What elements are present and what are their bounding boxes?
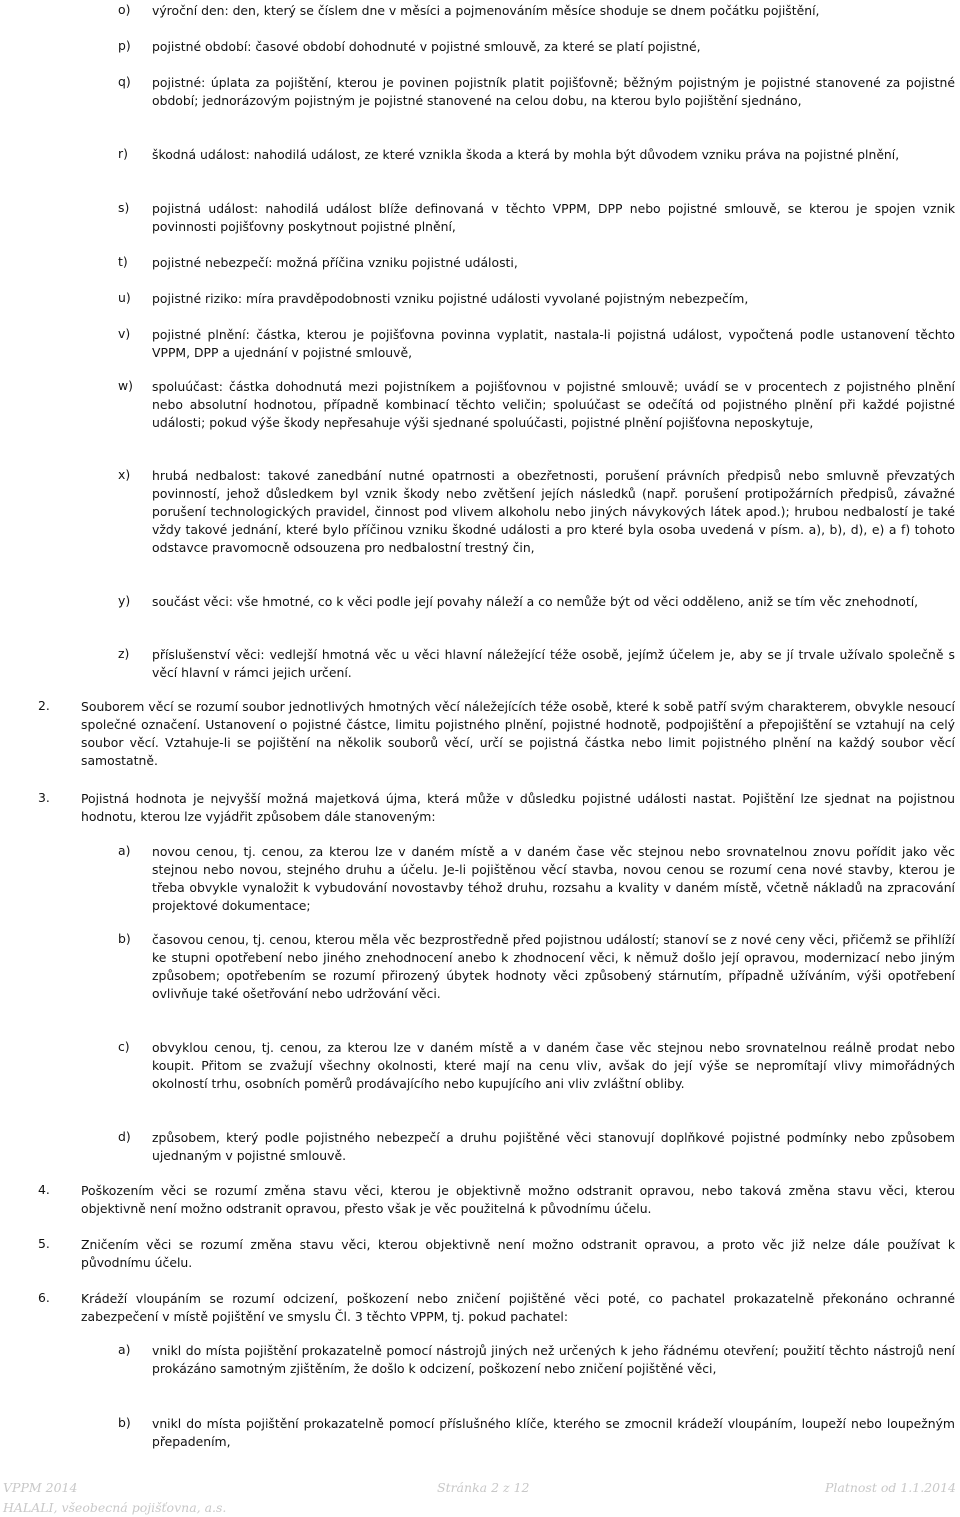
item-marker: t) [118, 254, 128, 269]
page-label: Stránka [437, 1480, 488, 1495]
item-text: novou cenou, tj. cenou, za kterou lze v daném místě a v daném čase věc stejnou nebo srovnatelnou znovu pořídit jako věc stejnou nebo novou, stejného druhu a účelu. Je-li pojištěnou věcí stavba, novou cenou se rozumí cena nové stavby, kterou je třeba obvykle vynaložit k vybudování novostavby téhož druhu, rozsahu a kvality v daném místě, včetně nákladů na zpracování projektové dokumentace; [152, 844, 955, 913]
paragraph-text: Pojistná hodnota je nejvyšší možná majetková újma, která může v důsledku pojistné události nastat. Pojištění lze sjednat na pojistnou hodnotu, kterou lze vyjádřit způsobem dále stanoveným: [81, 791, 955, 824]
item-marker: r) [118, 146, 128, 161]
page-footer [0, 1478, 960, 1517]
item-text: pojistné: úplata za pojištění, kterou je povinen pojistník platit pojišťovně; běžným pojistným je pojistné stanovené za pojistné období; jednorázovým pojistným je pojistné stanovené na celou dobu, na kterou bylo pojištění sjednáno, [152, 75, 955, 108]
paragraph-number: 3. [38, 790, 50, 805]
item-text: pojistné riziko: míra pravděpodobnosti vzniku pojistné události vyvolané pojistným nebezpečím, [152, 291, 749, 306]
page-total: 12 [513, 1480, 530, 1495]
item-marker: a) [118, 1342, 131, 1357]
item-text: pojistné nebezpečí: možná příčina vzniku pojistné události, [152, 255, 518, 270]
item-marker: d) [118, 1129, 131, 1144]
document-id: VPPM 2014 [3, 1480, 78, 1495]
item-marker: b) [118, 931, 131, 946]
item-marker: x) [118, 467, 131, 482]
item-marker: w) [118, 378, 133, 393]
item-marker: p) [118, 38, 131, 53]
item-text: pojistné plnění: částka, kterou je pojišťovna povinna vyplatit, nastala-li pojistná událost, vypočtená podle ustanovení těchto VPPM, DPP a ujednání v pojistné smlouvě, [152, 327, 955, 360]
item-text: vnikl do místa pojištění prokazatelně pomocí nástrojů jiných než určených k jeho řádnému otevření; použití těchto nástrojů není prokázáno samotným zjištěním, že došlo k odcizení, poškození nebo zničení pojištěné věci, [152, 1343, 955, 1376]
item-text: pojistná událost: nahodilá událost blíže definovaná v těchto VPPM, DPP nebo pojistné smlouvě, se kterou je spojen vznik povinnosti pojišťovny poskytnout pojistné plnění, [152, 201, 955, 234]
item-marker: q) [118, 74, 131, 89]
paragraph-number: 6. [38, 1290, 50, 1305]
item-marker: u) [118, 290, 131, 305]
page-number: 2 [491, 1480, 500, 1495]
paragraph-number: 5. [38, 1236, 50, 1251]
paragraph-number: 2. [38, 698, 50, 713]
item-text: pojistné období: časové období dohodnuté v pojistné smlouvě, za které se platí pojistné, [152, 39, 701, 54]
paragraph-text: Zničením věci se rozumí změna stavu věci, kterou objektivně není možno odstranit opravou, a proto věc již nelze dále používat k původnímu účelu. [81, 1237, 955, 1270]
page-separator: z [503, 1480, 510, 1495]
item-text: obvyklou cenou, tj. cenou, za kterou lze v daném místě a v daném čase věc stejnou nebo srovnatelnou reálně prodat nebo koupit. Přitom se zvažují všechny okolnosti, které mají na cenu vliv, avšak do její výše se nepromítají vlivy mimořádných okolností trhu, osobních poměrů prodávajícího nebo kupujícího ani vliv zvláštní obliby. [152, 1040, 955, 1091]
item-text: výroční den: den, který se číslem dne v měsíci a pojmenováním měsíce shoduje se dnem počátku pojištění, [152, 3, 820, 18]
paragraph-text: Krádeží vloupáním se rozumí odcizení, poškození nebo zničení pojištěné věci poté, co pachatel prokazatelně překonáno ochranné zabezpečení v místě pojištění ve smyslu Čl. 3 těchto VPPM, tj. pokud pachatel: [81, 1291, 955, 1324]
item-text: způsobem, který podle pojistného nebezpečí a druhu pojištěné věci stanovují doplňkové pojistné podmínky nebo způsobem ujednaným v pojistné smlouvě. [152, 1130, 955, 1163]
item-text: spoluúčast: částka dohodnutá mezi pojistníkem a pojišťovnou v pojistné smlouvě; uvádí se v procentech z pojistného plnění nebo absolutní hodnotou, případně kombinací těchto veličin; spoluúčast se odečítá od pojistného plnění při každé pojistné události; pokud výše škody nepřesahuje výši sjednané spoluúčasti, pojistné plnění pojišťovna neposkytuje, [152, 379, 955, 430]
item-marker: y) [118, 593, 131, 608]
paragraph-number: 4. [38, 1182, 50, 1197]
item-text: vnikl do místa pojištění prokazatelně pomocí příslušného klíče, kterého se zmocnil krádeží vloupáním, loupeží nebo loupežným přepadením, [152, 1416, 955, 1449]
item-marker: c) [118, 1039, 130, 1054]
item-marker: b) [118, 1415, 131, 1430]
validity-date: Platnost od 1.1.2014 [824, 1480, 956, 1495]
item-text: hrubá nedbalost: takové zanedbání nutné opatrnosti a obezřetnosti, porušení právních předpisů nebo smluvně převzatých povinností, jehož důsledkem byl vznik škody nebo zvětšení jejích následků (např. porušení protipožárních předpisů, závažné porušení technologických pravidel, činnost pod vlivem alkoholu nebo jiných návykových látek apod.); hrubou nedbalostí je také vždy takové jednání, které bylo příčinou vzniku škodné události a pro které byla osoba uvedená v písm. a), b), d), e) a f) tohoto odstavce pravomocně odsouzena pro nedbalostní trestný čin, [152, 468, 955, 555]
item-marker: a) [118, 843, 131, 858]
company-name: HALALI, všeobecná pojišťovna, a.s. [3, 1500, 227, 1515]
item-text: příslušenství věci: vedlejší hmotná věc u věci hlavní náležející téže osobě, jejímž účelem je, aby se jí trvale užívalo společně s věcí hlavní v rámci jejich určení. [152, 647, 955, 680]
item-marker: z) [118, 646, 130, 661]
item-text: součást věci: vše hmotné, co k věci podle její povahy náleží a co nemůže být od věci odděleno, aniž se tím věc znehodnotí, [152, 594, 919, 609]
paragraph-text: Souborem věcí se rozumí soubor jednotlivých hmotných věcí náležejících téže osobě, které k sobě patří svým charakterem, obvykle nesoucí společné označení. Ustanovení o pojistné částce, limitu pojistného plnění, pojistné hodnotě, podpojištění a přepojištění se vztahují na celý soubor věcí. Vztahuje-li se pojištění na několik souborů věcí, určí se pojistná částka nebo limit pojistného plnění na každý soubor věcí samostatně. [81, 699, 955, 768]
page-indicator [437, 1480, 530, 1495]
item-marker: s) [118, 200, 130, 215]
item-marker: o) [118, 2, 131, 17]
item-text: škodná událost: nahodilá událost, ze které vznikla škoda a která by mohla být důvodem vzniku práva na pojistné plnění, [152, 147, 900, 162]
item-text: časovou cenou, tj. cenou, kterou měla věc bezprostředně před pojistnou událostí; stanoví se z nové ceny věci, přičemž se přihlíží ke stupni opotřebení nebo jiného znehodnocení anebo k zhodnocení věci, k němuž došlo její opravou, modernizací nebo jiným způsobem; opotřebením se rozumí přirozený úbytek hodnoty věci způsobený stárnutím, případně užíváním, výši opotřebení ovlivňuje také ošetřování nebo udržování věci. [152, 932, 955, 1001]
item-marker: v) [118, 326, 131, 341]
paragraph-text: Poškozením věci se rozumí změna stavu věci, kterou je objektivně možno odstranit opravou, nebo taková změna stavu věci, kterou objektivně není možno odstranit opravou, přesto však je věc použitelná k původnímu účelu. [81, 1183, 955, 1216]
